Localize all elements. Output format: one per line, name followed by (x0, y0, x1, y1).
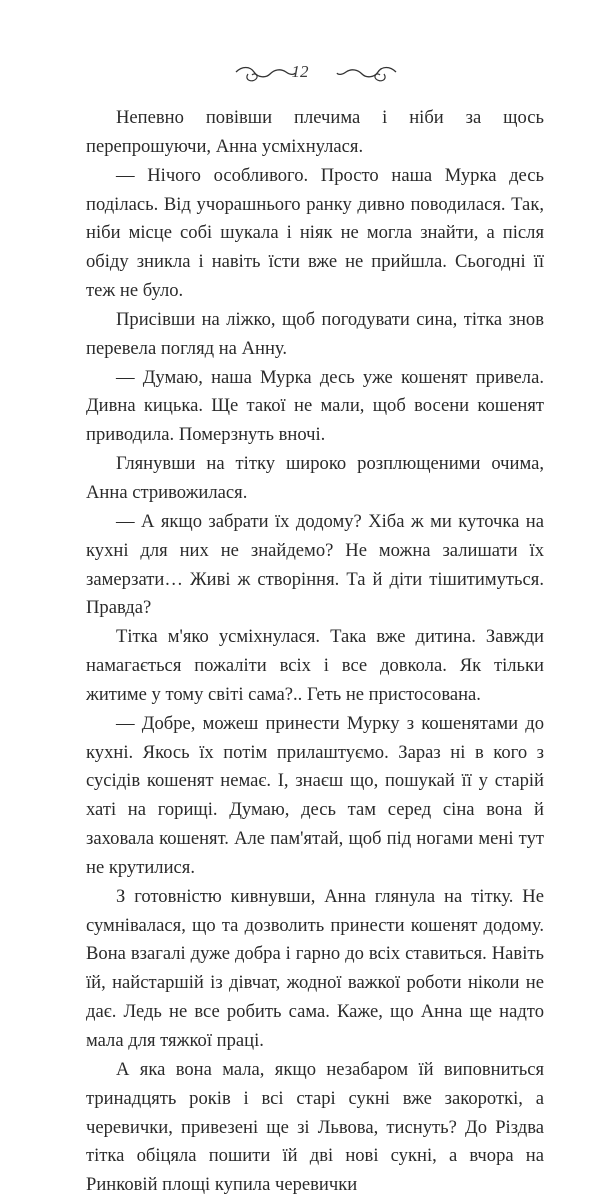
paragraph: — Добре, можеш принести Мурку з кошенятами до кухні. Якось їх потім прилаштуємо. Зараз ні в кого з сусідів кошенят немає. І, знаєш що, пошукай її у старій хаті на горищі. Думаю, десь там серед сіна вона й заховала кошенят. Але пам'ятай, щоб під ногами мені тут не крутилися. (86, 712, 544, 878)
page-number: 12 (291, 62, 309, 81)
paragraph: Тітка м'яко усміхнулася. Така вже дитина. Завжди намагається пожаліти всіх і все довкола. Як тільки житиме у тому світі сама?.. Геть не пристосована. (86, 626, 544, 705)
body-text (86, 104, 544, 1200)
paragraph: Глянувши на тітку широко розплющеними очима, Анна стривожилася. (86, 453, 544, 503)
paragraph: Присівши на ліжко, щоб погодувати сина, тітка знов перевела погляд на Анну. (86, 308, 544, 359)
flourish-ornament-left-icon (234, 64, 296, 84)
flourish-ornament-right-icon (336, 64, 398, 84)
paragraph: Непевно повівши плечима і ніби за щось перепрошуючи, Анна усміхнулася. (86, 107, 544, 157)
paragraph: А яка вона мала, якщо незабаром їй виповниться тринадцять років і всі старі сукні вже закороткі, а черевички, привезені ще зі Львова, тиснуть? До Різдва тітка обіцяла пошити їй дві нові сукні, а вчора на Ринковій площі купила черевички (86, 1058, 544, 1196)
paragraph: З готовністю кивнувши, Анна глянула на тітку. Не сумнівалася, що та дозволить принести кошенят додому. Вона взагалі дуже добра і гарно до всіх ставиться. Навіть їй, найстаршій із дівчат, жодної важкої роботи ніколи не дає. Ледь не все робить сама. Каже, що Анна ще надто мала для тяжкої праці. (86, 885, 544, 1051)
paragraph: — А якщо забрати їх додому? Хіба ж ми куточка на кухні для них не знайдемо? Не можна залишати їх замерзати… Живі ж створіння. Та й діти тішитимуться. Правда? (86, 510, 544, 619)
page-header (0, 58, 600, 88)
paragraph: — Нічого особливого. Просто наша Мурка десь поділась. Від учорашнього ранку дивно поводилася. Так, ніби місце собі шукала і ніяк не могла знайти, а після обіду зникла і навіть їсти вже не прийшла. Сьогодні її теж не було. (86, 164, 544, 302)
paragraph: — Думаю, наша Мурка десь уже кошенят привела. Дивна кицька. Ще такої не мали, щоб восени кошенят приводила. Померзнуть вночі. (86, 366, 544, 446)
